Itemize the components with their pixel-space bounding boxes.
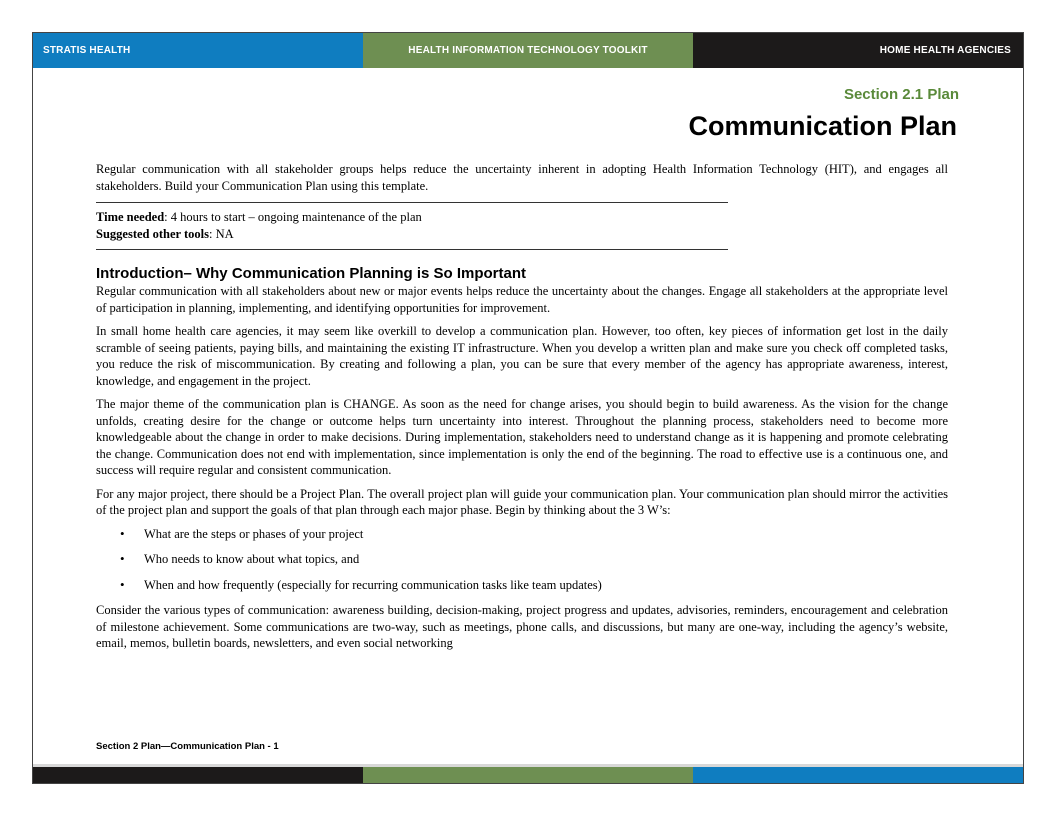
footer-bar-green: [363, 767, 693, 783]
page-footer: Section 2 Plan—Communication Plan - 1: [96, 741, 279, 752]
time-needed-value: : 4 hours to start – ongoing maintenance of the plan: [164, 210, 422, 224]
suggested-tools-label: Suggested other tools: [96, 227, 209, 241]
section-heading: Introduction– Why Communication Planning is So Important: [96, 265, 526, 282]
paragraph: Regular communication with all stakeholders about new or major events helps reduce the uncertainty about the changes. Engage all stakeholders at the appropriate level of participation in planning, implementing, and identifying opportunities for improvement.: [96, 284, 948, 315]
bullet-item: • Who needs to know about what topics, and: [144, 551, 948, 568]
bullet-item: • When and how frequently (especially for recurring communication tasks like team updates): [144, 577, 948, 594]
meta-block: [96, 203, 948, 249]
bullet-item: • What are the steps or phases of your project: [144, 526, 948, 543]
time-needed: [96, 209, 948, 226]
footer-bar: [33, 767, 1023, 783]
footer-bar-blue: [693, 767, 1023, 783]
paragraph: For any major project, there should be a Project Plan. The overall project plan will guide your communication plan. Your communication plan should mirror the activities of the project plan and support the goals of that plan through each major phase. Begin by thinking about the 3 W’s:: [96, 486, 948, 517]
page-frame: [32, 32, 1024, 784]
suggested-tools: [96, 226, 948, 243]
paragraph: The major theme of the communication plan is CHANGE. As soon as the need for change arises, you should begin to build awareness. As the vision for the change unfolds, creating desire for the change or outcome helps turn uncertainty into interest. Throughout the planning process, stakeholders need to become more knowledgeable about the change in order to make decisions. During implementation, stakeholders need to understand change as it is happening and promote celebrating the change. Communication does not end with implementation, since implementation is only the end of the beginning. The road to effective use is a continuous one, and success will require regular and consistent communication.: [96, 397, 948, 477]
document-body: [96, 161, 948, 659]
intro-paragraph: Regular communication with all stakeholder groups helps reduce the uncertainty inherent in adopting Health Information Technology (HIT), and engages all stakeholders. Build your Communication Plan using this template.: [96, 162, 948, 193]
time-needed-label: Time needed: [96, 210, 165, 224]
header-toolkit: HEALTH INFORMATION TECHNOLOGY TOOLKIT: [363, 33, 693, 68]
divider-bottom: [96, 249, 728, 250]
header-audience: HOME HEALTH AGENCIES: [693, 33, 1023, 68]
section-label: Section 2.1 Plan: [843, 86, 959, 103]
closing-paragraph: Consider the various types of communication: awareness building, decision-making, project progress and updates, advisories, reminders, encouragement and celebration of milestone achievement. Some communications are two-way, such as meetings, phone calls, and discussions, but many are one-way, including the agency’s website, email, memos, bulletin boards, newsletters, and even social networking: [96, 603, 948, 650]
paragraph: In small home health care agencies, it may seem like overkill to develop a communication plan. However, too often, key pieces of information get lost in the daily scramble of seeing patients, paying bills, and maintaining the existing IT infrastructure. When you develop a written plan and make sure you check off completed tasks, you reduce the risk of miscommunication. By creating and following a plan, you can be sure that every member of the agency has appropriate awareness, interest, knowledge, and engagement in the project.: [96, 324, 948, 388]
bullet-list: [96, 526, 948, 594]
page-title: Communication Plan: [688, 111, 957, 141]
footer-bar-black: [33, 767, 363, 783]
header-bar: [33, 33, 1023, 68]
header-org: STRATIS HEALTH: [33, 33, 363, 68]
suggested-tools-value: : NA: [208, 227, 234, 241]
